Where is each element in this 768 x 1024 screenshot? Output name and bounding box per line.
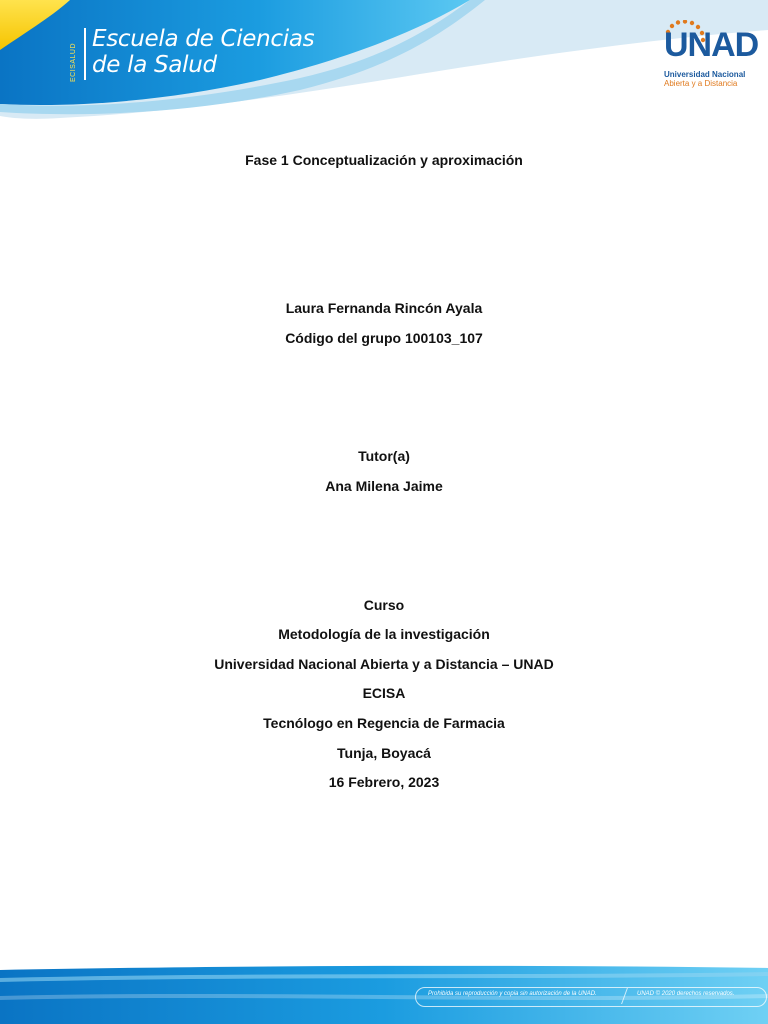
footer-banner [0, 960, 768, 1024]
unad-wordmark: UNAD [664, 26, 759, 64]
ecisalud-side-label: ECISALUD [70, 42, 77, 82]
tutor-label: Tutor(a) [358, 448, 410, 464]
document-title: Fase 1 Conceptualización y aproximación [245, 152, 523, 168]
footer-rights: UNAD © 2020 derechos reservados. [637, 991, 735, 997]
school-code: ECISA [362, 685, 406, 701]
group-code: Código del grupo 100103_107 [285, 330, 483, 346]
school-title [92, 26, 352, 78]
header-banner [0, 0, 768, 140]
footer-notice: Prohibida su reproducción y copia sin autorización de la UNAD. [428, 991, 597, 997]
document-date: 16 Febrero, 2023 [328, 774, 440, 790]
unad-subtitle-1: Universidad Nacional [664, 70, 746, 79]
tutor-name: Ana Milena Jaime [325, 478, 443, 494]
city: Tunja, Boyacá [337, 745, 431, 761]
footer-notice-pill [415, 987, 767, 1007]
author-name: Laura Fernanda Rincón Ayala [285, 300, 483, 316]
course-label: Curso [363, 597, 405, 613]
university-name: Universidad Nacional Abierta y a Distancia – UNAD [214, 656, 554, 672]
unad-subtitle-2: Abierta y a Distancia [664, 79, 738, 88]
school-title-line2: de la Salud [92, 52, 217, 78]
course-name: Metodología de la investigación [278, 626, 490, 642]
unad-logo [662, 20, 762, 90]
school-title-line1: Escuela de Ciencias [92, 26, 315, 52]
title-divider [84, 28, 86, 80]
program-name: Tecnólogo en Regencia de Farmacia [263, 715, 505, 731]
